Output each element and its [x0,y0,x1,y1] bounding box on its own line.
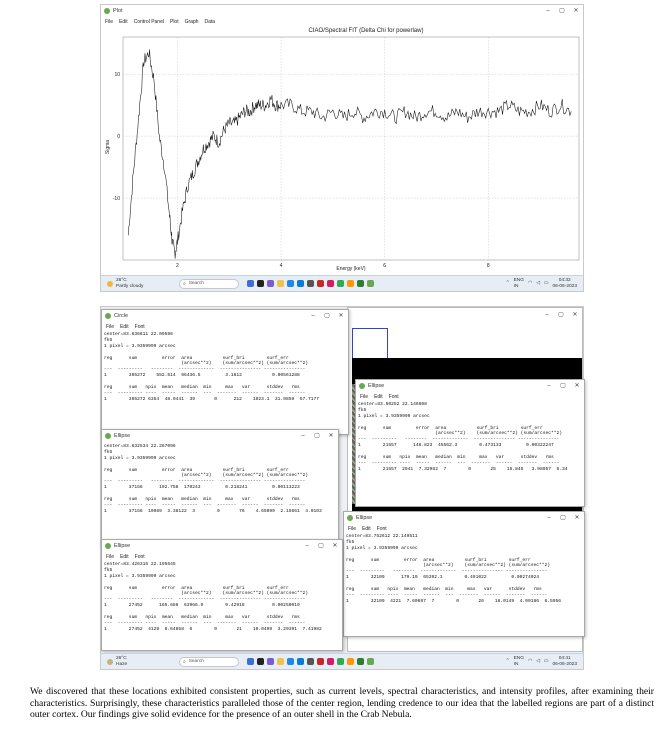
stats-output: center=83.50252 22.146608 fk5 1 pixel = 3.9359999 arcsec reg sum error area surf_bri surf_err (arcsec**2) (sum/arcsec**2) (sum/arcsec**2) --- --------- -------- ------------- --------------- --------------- 1 21557 146.823 45562.3 0.473133 0.00322247 reg sum npix mean median min max var stddev rms --- --------- ---- ----- ------ --- ------- ------ ------- ------ 1 21557 2941 7.32982 7 0 25 15.845 3.98057 8.34 [358,402,568,472]
chart-title: CIAO/Spectral FIT (Delta Chi for powerlaw) [308,28,424,34]
wifi-icon[interactable]: ◠ [528,659,533,664]
search-icon: ⌕ [183,659,186,665]
ellipse-title-bar[interactable] [344,512,584,524]
window-title: Ellipse [368,383,385,389]
menu-edit[interactable]: Edit [374,393,383,400]
app-icon[interactable] [357,658,364,665]
app-icon [105,433,111,439]
top-screenshot [100,4,584,292]
minimize-icon[interactable]: – [545,312,549,318]
plot-window-title: Plot [113,8,123,14]
app-icon[interactable] [247,280,254,287]
x-tick-label: 8 [486,263,490,269]
app-icon[interactable] [267,280,274,287]
app-icon[interactable] [337,280,344,287]
plot-app-icon [104,8,110,14]
volume-icon[interactable]: ◁ [536,281,540,286]
x-tick-label: 4 [279,263,283,269]
y-tick-label: 10 [114,72,120,79]
app-icon[interactable] [367,280,374,287]
ellipse-stats-window-4 [343,511,585,637]
minimize-icon[interactable]: – [305,543,309,549]
taskbar-search[interactable] [179,657,239,667]
stats-output: center=83.632534 22.267096 fk5 1 pixel = 3.9359999 arcsec reg sum error area surf_bri surf_err (arcsec**2) (sum/arcsec**2) (sum/arcsec**2) --- --------- -------- ------------- --------------- --------------- 1 37156 192.758 170243 0.218241 0.00113223 reg sum npix mean median min max var stddev rms --- --------- ---- ----- ------ --- ------- ------ ------- ------ 1 37156 10989 3.38122 3 0 76 4.65099 2.15661 4.0103 [104,444,322,514]
clock-date: 06-06-2023 [552,661,577,667]
app-icon[interactable] [317,280,324,287]
plot-title-bar[interactable] [101,5,583,17]
stats-output: center=83.636611 22.09596 fk5 1 pixel = 3.9359999 arcsec reg sum error area surf_bri surf_err (arcsec**2) (sum/arcsec**2) (sum/arcsec**2) --- --------- -------- ------------- --------------- --------------- 1 305272 552.514 96436.5 3.1612 0.00561288 reg sum npix mean median min max var stddev rms --- --------- ---- ----- ------ --- ------- ------ ------- ------ 1 305272 6354 48.0441 39 0 212 1023.1 31.9859 57.7177 [104,332,320,402]
close-icon[interactable]: ✕ [573,8,579,14]
ellipse-title-bar[interactable] [102,540,342,552]
app-icon[interactable] [307,280,314,287]
search-label: Search [188,659,204,664]
ellipse-stats-window-2 [101,539,343,651]
ellipse-title-bar[interactable] [102,430,338,442]
y-tick-label: -10 [112,196,120,203]
maximize-icon[interactable]: ▢ [560,515,566,521]
app-icon [105,543,111,549]
menu-graph[interactable]: Graph [184,18,199,25]
app-icon [359,383,365,389]
close-icon[interactable]: ✕ [338,313,344,319]
region-label: IN [513,283,519,289]
chevron-up-icon[interactable]: ⌃ [505,281,510,286]
weather-temp: 26°C [116,655,127,661]
plot-area [123,37,579,260]
body-paragraph: We discovered that these locations exhibited consistent properties, such as current levels, spectral characteristics, and intensity profiles, after examining their characteristics. Surprisingly, these characteristics paralleled those of the center region, lending credence to our idea that the labelled regions are part of a distinct outer cortex. Our findings give solid evidence for the presence of an outer shell in the Crab Nebula. [30,686,654,721]
menu-font[interactable]: Font [388,393,399,400]
system-tray [506,656,583,667]
weather-desc: Haze [116,661,128,667]
search-label: Search [188,281,204,286]
taskbar-apps [247,658,374,665]
maximize-icon[interactable]: ▢ [560,383,566,389]
app-icon[interactable] [317,658,324,665]
menu-file[interactable]: File [360,393,369,400]
delta-chi-chart [101,25,583,275]
menu-bar [102,552,342,561]
app-icon[interactable] [347,280,354,287]
region-label: IN [513,661,519,667]
maximize-icon[interactable]: ▢ [324,313,330,319]
plot-window [101,5,583,275]
menu-plot[interactable]: Plot [169,18,179,25]
taskbar-top [101,275,583,291]
menu-font[interactable]: Font [134,323,145,330]
clock[interactable] [552,656,577,667]
clock-date: 06-06-2023 [552,283,577,289]
maximize-icon[interactable]: ▢ [314,433,320,439]
battery-icon[interactable]: ▭ [543,659,549,664]
menu-file[interactable]: File [348,525,357,532]
menu-file[interactable]: File [105,18,114,25]
close-icon[interactable]: ✕ [574,515,580,521]
maximize-icon[interactable]: ▢ [559,8,565,14]
minimize-icon[interactable]: – [546,8,550,14]
clock-time: 04:32 [558,277,571,283]
weather-haze-icon [107,659,113,665]
menu-font[interactable]: Font [134,553,145,560]
close-icon[interactable]: ✕ [574,383,580,389]
app-icon[interactable] [287,280,294,287]
search-icon: ⌕ [183,281,186,287]
stats-output: center=83.426315 22.195645 fk5 1 pixel = 3.9359999 arcsec reg sum error area surf_bri surf_err (arcsec**2) (sum/arcsec**2) (sum/arcsec**2) --- --------- -------- ------------- --------------- --------------- 1 27452 165.686 63966.9 0.42916 0.00259019 reg sum npix mean median min max var stddev rms --- --------- ---- ----- ------ --- ------- ------ ------- ------ 1 27452 4129 6.64858 6 0 21 10.0499 3.29391 7.41982 [104,562,322,632]
app-icon[interactable] [327,280,334,287]
app-icon [105,313,111,319]
maximize-icon[interactable]: ▢ [318,543,324,549]
lang-label: ENG [513,277,525,283]
minimize-icon[interactable]: – [301,433,305,439]
clock[interactable] [552,278,577,289]
language-indicator[interactable] [514,278,524,289]
app-icon[interactable] [277,658,284,665]
app-icon[interactable] [357,280,364,287]
close-icon[interactable]: ✕ [332,543,338,549]
app-icon [347,515,353,521]
app-icon[interactable] [327,658,334,665]
y-axis-label: Sigma [105,139,111,155]
close-icon[interactable]: ✕ [328,433,334,439]
app-icon[interactable] [367,658,374,665]
app-icon[interactable] [297,658,304,665]
window-title: Circle [114,313,129,319]
wifi-icon[interactable]: ◠ [528,281,533,286]
language-indicator[interactable] [514,656,524,667]
app-icon[interactable] [277,280,284,287]
minimize-icon[interactable]: – [547,383,551,389]
taskbar-search[interactable] [179,279,239,289]
ellipse-stats-window-3 [355,379,585,507]
menu-data[interactable]: Data [204,18,216,25]
menu-edit[interactable]: Edit [120,323,129,330]
circle-title-bar[interactable] [102,310,348,322]
maximize-icon[interactable]: ▢ [558,312,564,318]
window-title: Ellipse [114,543,131,549]
y-tick-label: 0 [117,134,120,141]
volume-icon[interactable]: ◁ [536,659,540,664]
menu-bar [356,392,584,401]
menu-bar [102,322,348,331]
app-icon[interactable] [307,658,314,665]
app-icon[interactable] [297,280,304,287]
battery-icon[interactable]: ▭ [543,281,549,286]
clock-time: 04:41 [558,655,571,661]
minimize-icon[interactable]: – [311,313,315,319]
menu-font[interactable]: Font [376,525,387,532]
ellipse-title-bar[interactable] [356,380,584,392]
menu-edit[interactable]: Edit [119,18,128,25]
menu-bar [344,524,584,533]
system-tray [506,278,583,289]
app-icon[interactable] [337,658,344,665]
menu-file[interactable]: File [106,553,115,560]
app-icon[interactable] [257,280,264,287]
taskbar-bottom [101,653,583,669]
app-icon[interactable] [247,658,254,665]
minimize-icon[interactable]: – [547,515,551,521]
weather-widget[interactable] [101,278,179,289]
menu-file[interactable]: File [106,323,115,330]
x-tick-label: 2 [176,263,179,269]
chevron-up-icon[interactable]: ⌃ [505,659,510,664]
window-title: Ellipse [356,515,373,521]
x-tick-label: 6 [383,263,387,269]
app-icon[interactable] [257,658,264,665]
app-icon[interactable] [287,658,294,665]
menu-edit[interactable]: Edit [120,553,129,560]
app-icon[interactable] [267,658,274,665]
lang-label: ENG [513,655,525,661]
weather-widget[interactable] [101,656,179,667]
window-title: Ellipse [114,433,131,439]
menu-edit[interactable]: Edit [362,525,371,532]
weather-temp: 26°C [116,277,127,283]
ellipse-stats-window-1 [101,429,339,547]
stats-output: center=83.752612 22.149511 fk5 1 pixel = 3.9359999 arcsec reg sum error area surf_bri surf_err (arcsec**2) (sum/arcsec**2) (sum/arcsec**2) --- --------- -------- ------------- --------------- --------------- 1 32109 179.19 65392.1 0.491022 0.00274024 reg sum npix mean median min max var stddev rms --- --------- ---- ----- ------ --- ------- ------ ------- ------ 1 32109 4221 7.60697 7 0 26 16.0149 4.00186 8.5956 [346,534,562,604]
taskbar-apps [247,280,374,287]
close-icon[interactable]: ✕ [572,312,578,318]
menu-control-panel[interactable]: Control Panel [133,18,164,25]
app-icon[interactable] [347,658,354,665]
x-axis-label: Energy (keV) [336,266,366,272]
bottom-screenshot [100,306,584,670]
weather-sun-icon [107,281,113,287]
weather-desc: Partly cloudy [116,283,144,289]
circle-stats-window [101,309,349,435]
